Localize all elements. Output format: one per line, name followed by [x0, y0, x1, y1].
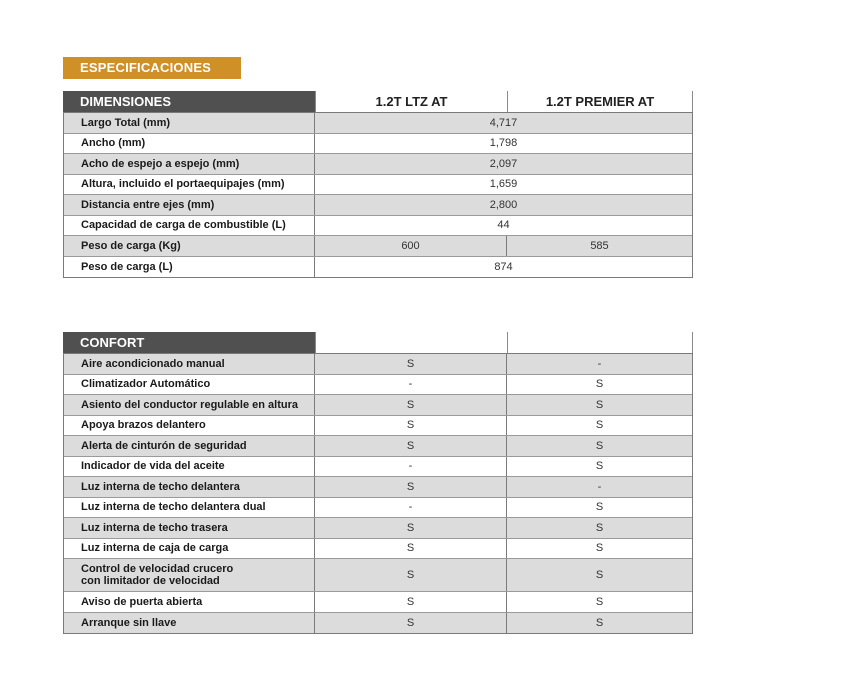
- row-label: Peso de carga (L): [64, 257, 315, 278]
- row-value-premier: -: [597, 357, 602, 370]
- section-banner-especificaciones: ESPECIFICACIONES: [63, 57, 241, 79]
- dimensiones-table: [63, 91, 693, 278]
- row-value: 44: [497, 219, 510, 232]
- row-label: Luz interna de techo trasera: [64, 518, 315, 538]
- row-value-ltz: S: [315, 613, 507, 634]
- table-row: [64, 498, 692, 519]
- table-row: [64, 134, 692, 155]
- confort-header: CONFORT: [63, 332, 315, 353]
- table-row: [64, 175, 692, 196]
- table-row: [64, 195, 692, 216]
- table-row: [64, 518, 692, 539]
- table-row: [64, 477, 692, 498]
- row-value-ltz: -: [315, 498, 507, 518]
- row-value-ltz: S: [315, 354, 507, 374]
- row-value-premier: S: [595, 419, 604, 432]
- row-value-ltz: 600: [315, 236, 507, 256]
- row-label: Luz interna de techo delantera dual: [64, 498, 315, 518]
- row-value-ltz: S: [315, 592, 507, 612]
- row-label-line-1: Control de velocidad crucero: [81, 563, 234, 575]
- row-label: Peso de carga (Kg): [64, 236, 315, 256]
- column-header-ltz: 1.2T LTZ AT: [315, 91, 507, 112]
- row-value-ltz: S: [315, 416, 507, 436]
- column-header-premier-empty: [507, 332, 693, 353]
- row-value-ltz: S: [315, 395, 507, 415]
- table-row: [64, 613, 692, 634]
- row-value: 874: [494, 260, 513, 273]
- row-label-line-2: con limitador de velocidad: [81, 575, 220, 587]
- table-row: [64, 154, 692, 175]
- row-value: 1,798: [489, 137, 518, 150]
- row-label: Luz interna de techo delantera: [64, 477, 315, 497]
- dimensiones-rows: [63, 112, 693, 278]
- row-label: Arranque sin llave: [64, 613, 315, 634]
- row-value-premier: S: [595, 595, 604, 608]
- row-value-premier: S: [595, 616, 604, 629]
- row-value-premier: 585: [590, 239, 609, 252]
- column-header-ltz-empty: [315, 332, 507, 353]
- table-row: [64, 375, 692, 396]
- table-row: [64, 592, 692, 613]
- confort-header-row: [63, 332, 693, 353]
- row-label: Climatizador Automático: [64, 375, 315, 395]
- row-value: 2,800: [489, 198, 518, 211]
- table-row: [64, 436, 692, 457]
- row-value-premier: S: [595, 378, 604, 391]
- row-value: 4,717: [489, 116, 518, 129]
- row-value-ltz: S: [315, 559, 507, 591]
- row-label: Altura, incluido el portaequipajes (mm): [64, 175, 315, 195]
- table-row: [64, 354, 692, 375]
- row-label: Distancia entre ejes (mm): [64, 195, 315, 215]
- row-label: Ancho (mm): [64, 134, 315, 154]
- table-row: [64, 236, 692, 257]
- row-label: Alerta de cinturón de seguridad: [64, 436, 315, 456]
- dimensiones-header: DIMENSIONES: [63, 91, 315, 112]
- row-value-premier: S: [595, 569, 604, 581]
- row-label: Capacidad de carga de combustible (L): [64, 216, 315, 236]
- table-row: [64, 559, 692, 592]
- row-value: 1,659: [489, 178, 518, 191]
- row-label: Acho de espejo a espejo (mm): [64, 154, 315, 174]
- dimensiones-header-row: [63, 91, 693, 112]
- row-label: Largo Total (mm): [64, 113, 315, 133]
- row-value-premier: S: [595, 521, 604, 534]
- table-row: [64, 416, 692, 437]
- row-label: Luz interna de caja de carga: [64, 539, 315, 559]
- column-header-premier: 1.2T PREMIER AT: [507, 91, 693, 112]
- row-value-premier: S: [595, 501, 604, 514]
- row-value-premier: S: [595, 439, 604, 452]
- row-label: Indicador de vida del aceite: [64, 457, 315, 477]
- row-value: 2,097: [489, 157, 518, 170]
- confort-rows: [63, 353, 693, 634]
- table-row: [64, 257, 692, 278]
- table-row: [64, 457, 692, 478]
- row-value-ltz: -: [315, 375, 507, 395]
- table-row: [64, 216, 692, 237]
- table-row: [64, 113, 692, 134]
- table-row: [64, 395, 692, 416]
- table-row: [64, 539, 692, 560]
- row-value-premier: S: [595, 398, 604, 411]
- row-value-ltz: S: [315, 436, 507, 456]
- row-value-premier: S: [595, 542, 604, 555]
- row-value-premier: S: [595, 460, 604, 473]
- row-label: [64, 559, 315, 591]
- row-label: Apoya brazos delantero: [64, 416, 315, 436]
- row-value-ltz: S: [315, 477, 507, 497]
- row-label: Aire acondicionado manual: [64, 354, 315, 374]
- row-label: Asiento del conductor regulable en altura: [64, 395, 315, 415]
- row-value-ltz: -: [315, 457, 507, 477]
- confort-table: [63, 332, 693, 634]
- row-label: Aviso de puerta abierta: [64, 592, 315, 612]
- row-value-ltz: S: [315, 518, 507, 538]
- row-value-ltz: S: [315, 539, 507, 559]
- row-value-premier: -: [597, 480, 602, 493]
